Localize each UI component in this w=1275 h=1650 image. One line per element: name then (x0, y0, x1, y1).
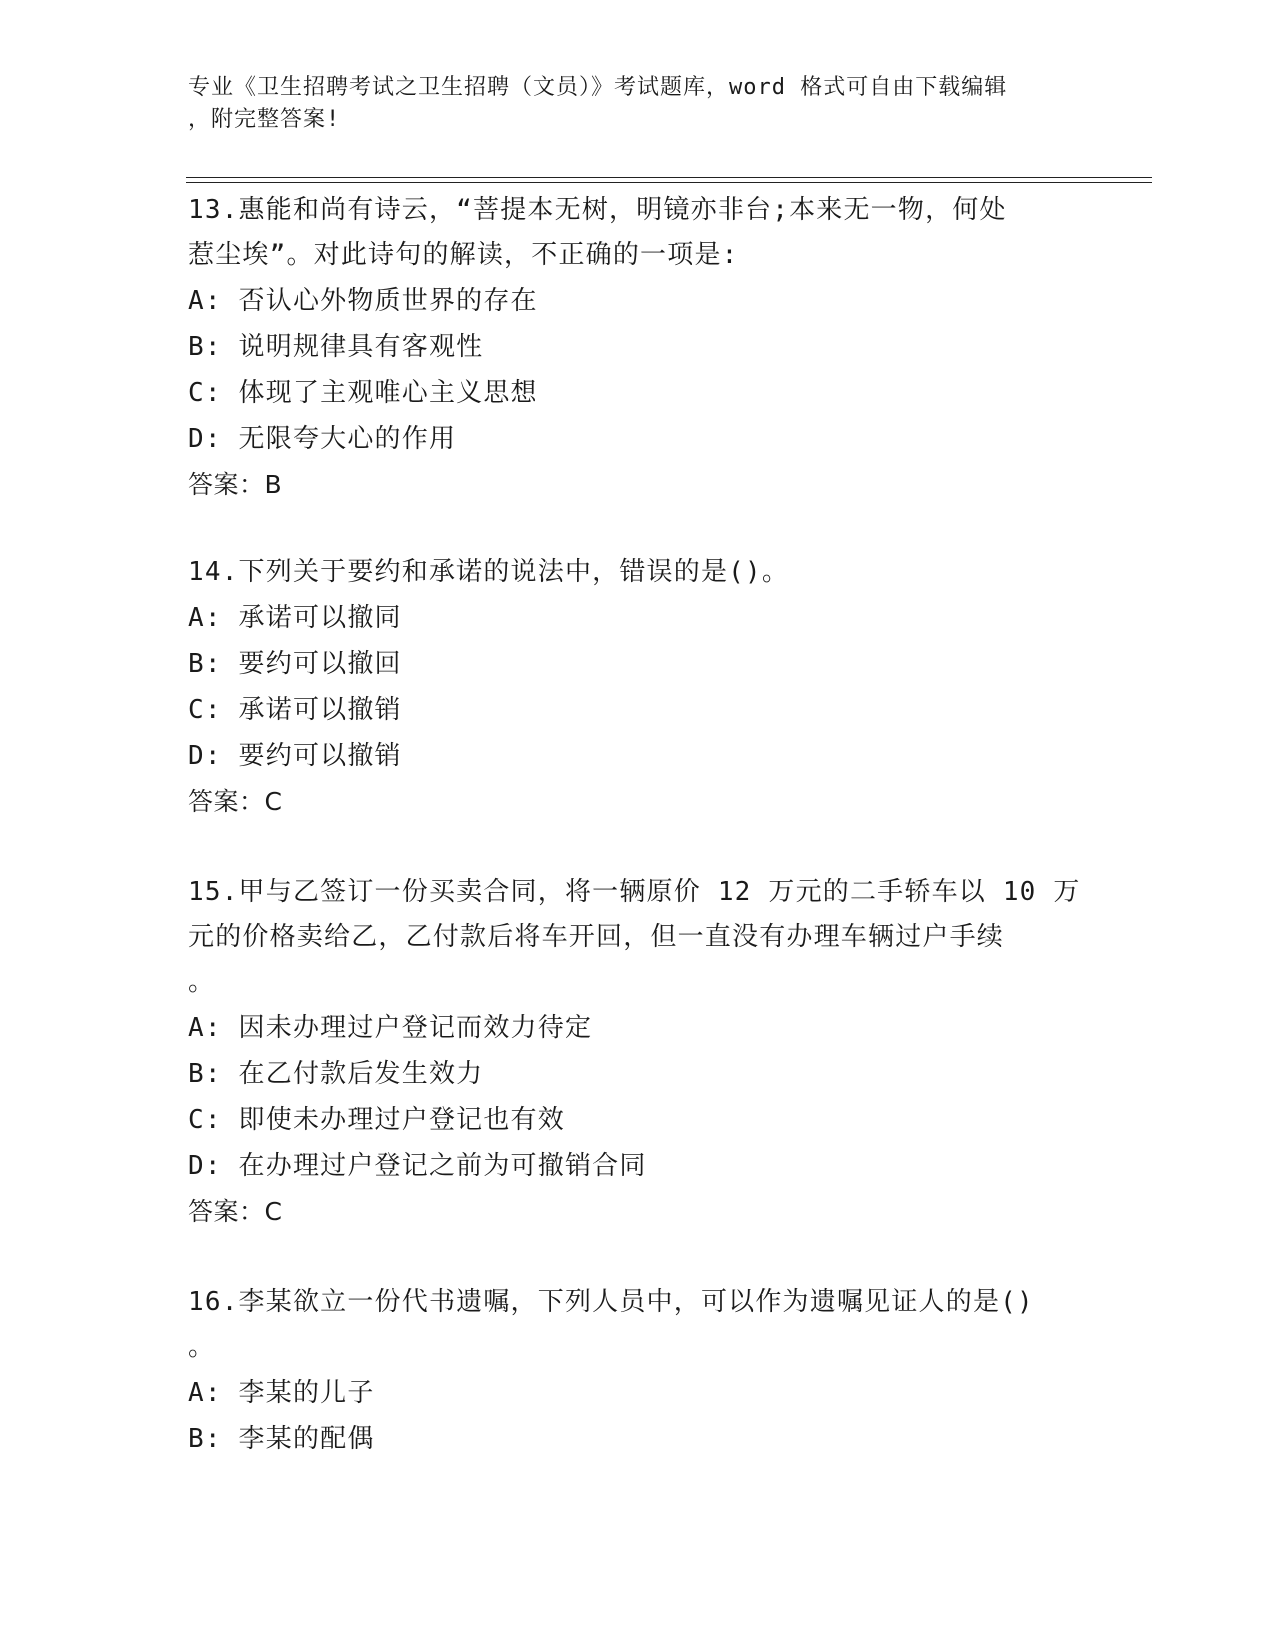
option-a: A: 因未办理过户登记而效力待定 (188, 1013, 593, 1043)
answer-value: C (264, 1197, 283, 1226)
option-d: D: 无限夸大心的作用 (188, 424, 457, 454)
header-divider-bottom (186, 182, 1152, 183)
answer-value: B (264, 470, 283, 499)
document-header (188, 72, 1088, 136)
answer-line (188, 779, 1088, 825)
option-c: C: 即使未办理过户登记也有效 (188, 1105, 565, 1135)
question-stem-line: 。 (188, 1332, 216, 1362)
answer-label: 答案： (188, 470, 265, 499)
question-stem-line: 13.惠能和尚有诗云，“菩提本无树，明镜亦非台;本来无一物，何处 (188, 195, 1007, 225)
header-divider-top (186, 177, 1152, 178)
option-d: D: 在办理过户登记之前为可撤销合同 (188, 1151, 647, 1181)
option-b: B: 李某的配偶 (188, 1424, 375, 1454)
option-c: C: 体现了主观唯心主义思想 (188, 378, 538, 408)
question-stem-line: 16.李某欲立一份代书遗嘱，下列人员中，可以作为遗嘱见证人的是() (188, 1287, 1034, 1317)
option-a: A: 李某的儿子 (188, 1378, 375, 1408)
header-line-1: 专业《卫生招聘考试之卫生招聘（文员）》考试题库，word 格式可自由下载编辑 (188, 75, 1008, 100)
question-15 (188, 870, 1088, 1235)
question-14 (188, 550, 1088, 825)
option-a: A: 否认心外物质世界的存在 (188, 286, 538, 316)
question-16 (188, 1280, 1088, 1462)
answer-label: 答案： (188, 787, 265, 816)
question-stem-line: 15.甲与乙签订一份买卖合同，将一辆原价 12 万元的二手轿车以 10 万 (188, 877, 1081, 907)
option-a: A: 承诺可以撤同 (188, 603, 402, 633)
answer-line (188, 1189, 1088, 1235)
question-stem-line: 14.下列关于要约和承诺的说法中，错误的是()。 (188, 557, 790, 587)
option-c: C: 承诺可以撤销 (188, 695, 402, 725)
question-stem-line: 惹尘埃”。对此诗句的解读，不正确的一项是: (188, 240, 739, 270)
question-stem-line: 。 (188, 967, 216, 997)
option-b: B: 在乙付款后发生效力 (188, 1059, 484, 1089)
option-b: B: 说明规律具有客观性 (188, 332, 484, 362)
header-line-2: ，附完整答案! (188, 107, 341, 132)
answer-line (188, 462, 1088, 508)
option-d: D: 要约可以撤销 (188, 741, 402, 771)
option-b: B: 要约可以撤回 (188, 649, 402, 679)
answer-value: C (264, 787, 283, 816)
question-13 (188, 188, 1088, 508)
answer-label: 答案： (188, 1197, 265, 1226)
question-stem-line: 元的价格卖给乙，乙付款后将车开回，但一直没有办理车辆过户手续 (188, 922, 1005, 952)
